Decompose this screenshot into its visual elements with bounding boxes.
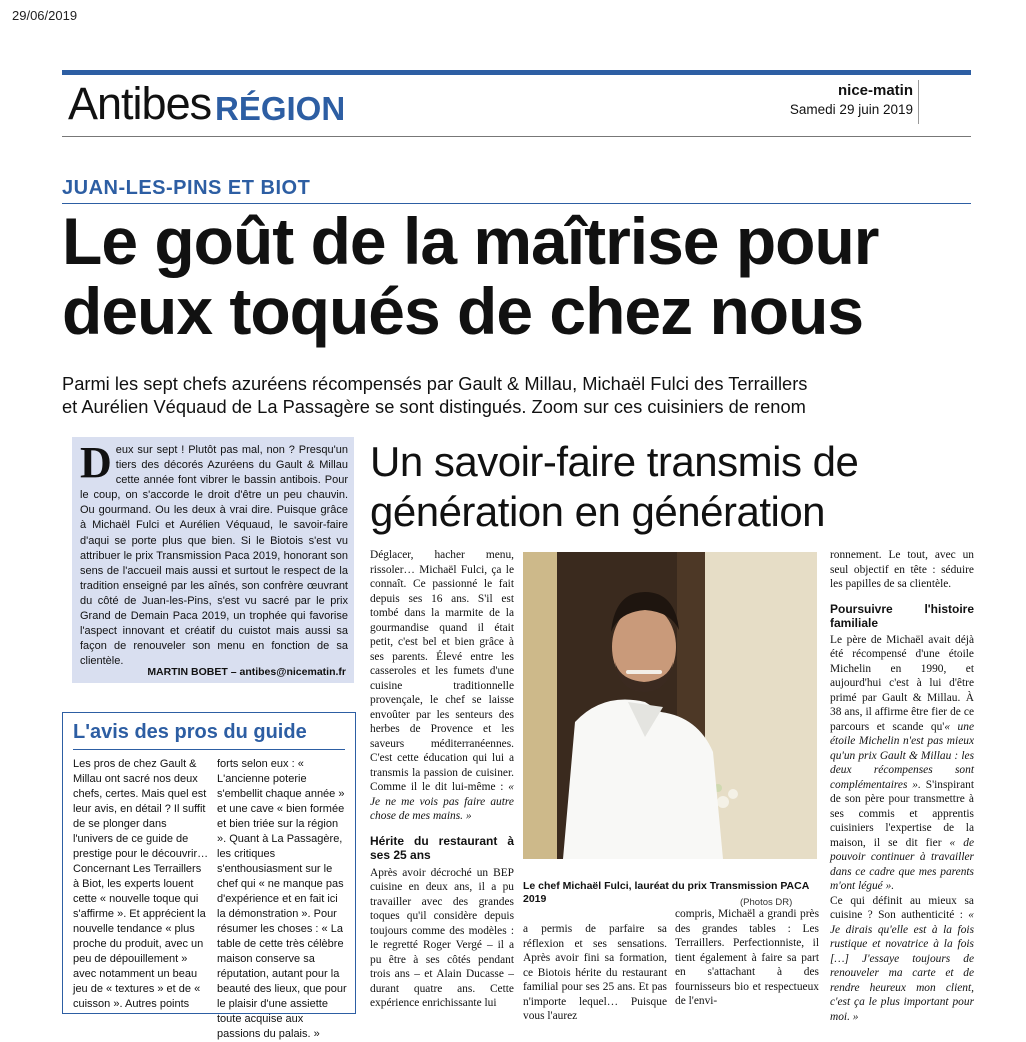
col4-quote-2: « de pouvoir continuer à travailler dans ce cadre que mes parents m'ont légué ». (830, 836, 974, 892)
headline-line-2: deux toqués de chez nous (62, 274, 864, 348)
article-title-line-2: génération en génération (370, 488, 826, 535)
deck-line-2: et Aurélien Véquaud de La Passagère se sont distingués. Zoom sur ces cuisiniers de renom (62, 396, 806, 417)
col1-subheading: Hérite du restaurant à ses 25 ans (370, 833, 514, 862)
article-column-3: compris, Michaël a grandi près des grandes tables : Les Terraillers. Perfectionniste, il tient également à faire sa part en s'attachant à des fournisseurs bio et respectueux de l'envi- (675, 908, 819, 1007)
pros-box-rule (73, 749, 345, 750)
col4-quote-3: « Je dirais qu'elle est à la fois rustique et novatrice à la fois […] J'essaye toujours de renouveler ma carte et de rendre heureux mon client, c'est ça le plus important pour moi. » (830, 909, 974, 1023)
chef-portrait-illustration (523, 552, 817, 859)
col1-paragraph-1: Déglacer, hacher menu, rissoler… Michaël Fulci, ça le connaît. Ce passionné le fait depuis ses 16 ans. S'il est tombé dans la marmite de la gourmandise quand il était petit, c'est bel et bien grâce à ses parents. Élevé entre les casseroles et les fumets d'une cuisine traditionnelle provençale, le chef se laisse envoûter par les senteurs des herbes de Provence et les saveurs méditerranéennes. C'est cette éducation qui lui a transmis la passion de cuisiner. Comme il le dit lui-même : (370, 549, 514, 793)
newspaper-name: nice-matin (837, 82, 913, 99)
header-top-rule (62, 70, 971, 75)
kicker: JUAN-LES-PINS ET BIOT (62, 177, 311, 199)
chef-photo (523, 552, 817, 859)
section-region: RÉGION (215, 90, 346, 127)
article-title-line-1: Un savoir-faire transmis de (370, 438, 859, 485)
author-signature: MARTIN BOBET – antibes@nicematin.fr (147, 666, 346, 678)
col4-quote-1: « une étoile Michelin n'est pas mieux qu'un prix Gault & Millau : les deux récompenses sont complémentaires ». (830, 720, 974, 791)
deck-line-1: Parmi les sept chefs azuréens récompensés par Gault & Millau, Michaël Fulci des Terraillers (62, 373, 808, 394)
drop-cap: D (80, 438, 112, 487)
article-title (370, 437, 990, 537)
pros-box-column-1: Les pros de chez Gault & Millau ont sacré nos deux chefs, certes. Mais quel est leur avis, en détail ? Il suffit de se plonger dans l'univers de ce guide de prestige pour le découvrir… Concernant Les Terraillers à Biot, les experts louent cette « nouvelle toque qui s'affirme ». Et apprécient la nouvelle tendance « plus proche du produit, avec un peu de dépouillement » avec notamment un beau jeu de « textures » et de « cuisson ». Autres points (73, 758, 209, 1010)
article-column-2: a permis de parfaire sa réflexion et ses sensations. Après avoir fini sa formation, ce Biotois hérite du restaurant familial pour ses 25 ans. Et pas n'importe lequel… Puisque vous l'aurez (523, 923, 667, 1022)
article-column-1 (370, 548, 514, 1011)
print-date: 29/06/2019 (12, 8, 78, 23)
header-divider (918, 80, 919, 124)
header-bottom-rule (62, 136, 971, 137)
pros-box-title: L'avis des pros du guide (73, 721, 307, 743)
photo-credit: (Photos DR) (740, 897, 793, 908)
section-title: Antibes (68, 78, 212, 129)
intro-box (72, 437, 354, 683)
col4-text-b: S'inspirant de son père pour transmettre à ses commis et apprentis cuisiniers l'expertise de la maison, il se dit fier (830, 778, 974, 849)
intro-body: eux sur sept ! Plutôt pas mal, non ? Presqu'un tiers des décorés Azuréens du Gault & Millau cette année font vibrer le bassin antibois. Pour le coup, on s'accorde le droit d'être un peu chauvin. Ou gourmand. Ou les deux à vrai dire. Puisque grâce à Michaël Fulci et Aurélien Véquaud, le savoir-faire d'aqui se porte plus que bien. Si le Biotois s'est vu attribuer le prix Transmission Paca 2019, honorant son sens de l'accueil mais aussi et surtout le respect de la tradition enseigné par les aînés, son confrère œuvrant du côté de Juan-les-Pins, s'est vu sacré par le prix Grand de Demain Paca 2019, un trophée qui favorise l'aspect innovant et créatif du cuistot mais aussi sa façon de renouveler son menu en fonction de sa clientèle. (80, 444, 348, 668)
deck (62, 372, 972, 418)
col1-quote: « Je ne me vois pas faire autre chose de mes mains. » (370, 781, 514, 822)
pros-opinion-box (62, 712, 356, 1040)
col4-text-a: Le père de Michaël avait déjà été récompensé d'une étoile Michelin en 1990, et aujourd'hui c'est à lui d'être primé par Gault & Millau. À 38 ans, il affirme être fier de ce parcours et scande qu' (830, 633, 974, 733)
headline-line-1: Le goût de la maîtrise pour (62, 204, 879, 278)
issue-date: Samedi 29 juin 2019 (789, 102, 913, 117)
col4-paragraph-3 (830, 894, 974, 1025)
pros-box-column-2: forts selon eux : « L'ancienne poterie s'embellit chaque année » et une cave « bien formée et bien triée sur la région ». Quant à La Passagère, les critiques s'enthousiasment sur le chef qui « ne manque pas d'expérience et en fait ici la démonstration ». Pour résumer les choses : « La table de cette très célèbre maison conserve sa réputation, autant pour la beauté des lieux, que pour le plaisir d'une assiette toute acquise aux passions du palais. » (217, 758, 347, 1040)
headline (62, 206, 982, 346)
intro-text (80, 438, 348, 669)
article-column-4 (830, 548, 974, 1024)
col1-paragraph-2: Après avoir décroché un BEP cuisine en deux ans, il a pu travailler avec des grandes toques qu'il considère depuis toujours comme des modèles : le regretté Roger Vergé – il a pu être à ses côtés pendant trois ans – et Alain Ducasse – durant quatre ans. Cette expérience enrichissante lui (370, 866, 514, 1009)
col4-paragraph-1: ronnement. Le tout, avec un seul objectif en tête : séduire les papilles de sa clientèle. (830, 549, 974, 590)
col4-paragraph-2 (830, 633, 974, 894)
col4-subheading: Poursuivre l'histoire familiale (830, 601, 974, 630)
col4-text-c: Ce qui définit au mieux sa cuisine ? Son authenticité : (830, 894, 974, 921)
photo-caption: Le chef Michaël Fulci, lauréat du prix Transmission PACA 2019 (523, 880, 809, 905)
page-header (62, 76, 971, 134)
